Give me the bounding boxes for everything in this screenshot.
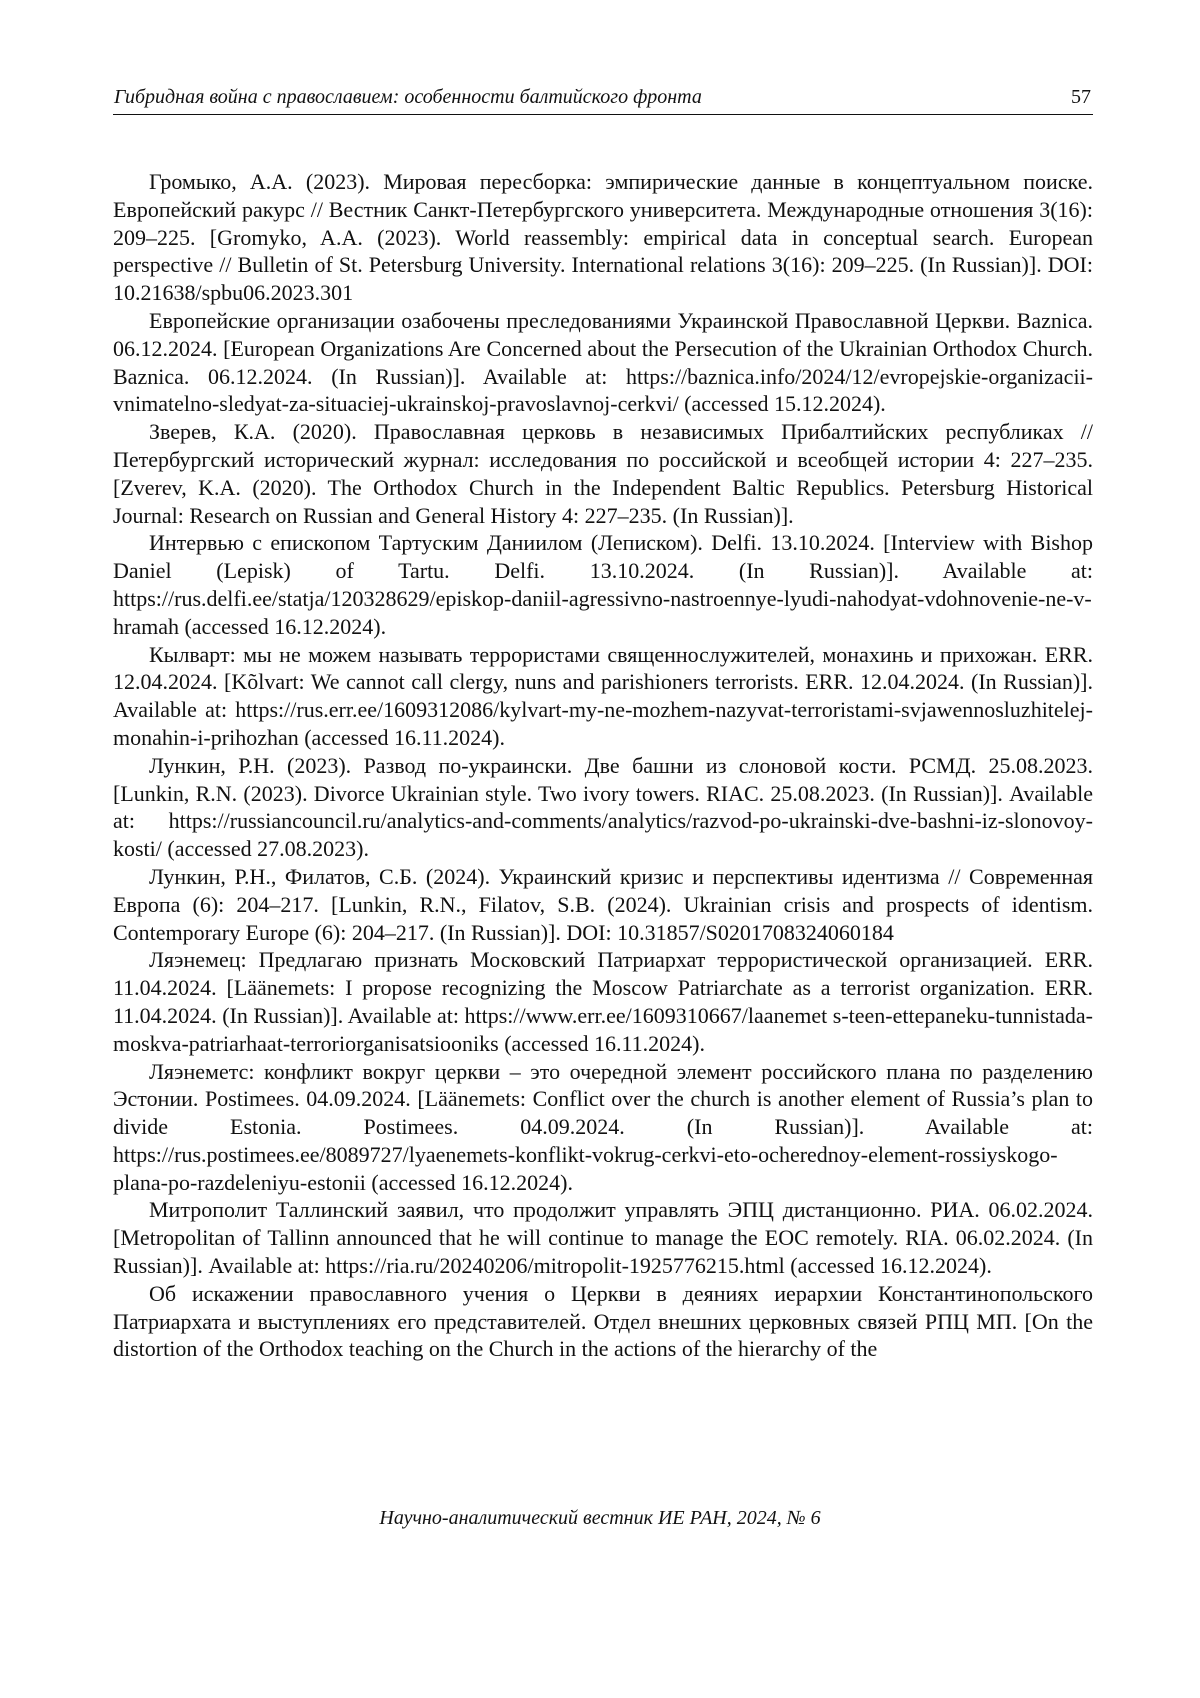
reference-baznica-2024: Европейские организации озабочены преследованиями Украинской Православной Церкви. Baznica. 06.12.2024. [European Organizations Are Concerned about the Persecution of the Ukrainian Orthodox Church. Baznica. 06.12.2024. (In Russian)]. Available at: https://baznica.info/2024/12/evropejskie-organizacii-vnimatelno-sledyat-za-situaciej-ukrainskoj-pravoslavnoj-cerkvi/ (accessed 15.12.2024). — [113, 307, 1093, 417]
reference-gromyko-2023: Громыко, А.А. (2023). Мировая пересборка: эмпирические данные в концептуальном поиске. Европейский ракурс // Вестник Санкт-Петербургского университета. Международные отношения 3(16): 209–225. [Gromyko, A.A. (2023). World reassembly: empirical data in conceptual search. European perspective // Bulletin of St. Petersburg University. International relations 3(16): 209–225. (In Russian)]. DOI: 10.21638/spbu06.2023.301 — [113, 169, 1093, 306]
reference-laanemets-postimees-2024: Ляэнеметс: конфликт вокруг церкви – это очередной элемент российского плана по разделению Эстонии. Postimees. 04.09.2024. [Läänemets: Conflict over the church is another element of Russia’s plan to divide Estonia. Postimees. 04.09.2024. (In Russian)]. Available at: https://rus.postimees.ee/8089727/lyaenemets-konflikt-vokrug-cerkvi-eto-ocherednoy-element-rossiyskogo-plana-po-razdeleniyu-estonii (accessed 16.12.2024). — [113, 1058, 1093, 1195]
running-title: Гибридная война с православием: особенности балтийского фронта — [114, 86, 702, 108]
reference-zverev-2020: Зверев, К.А. (2020). Православная церковь в независимых Прибалтийских республиках // Петербургский исторический журнал: исследования по российской и всеобщей истории 4: 227–235. [Zverev, K.A. (2020). The Orthodox Church in the Independent Baltic Republics. Petersburg Historical Journal: Research on Russian and General History 4: 227–235. (In Russian)]. — [113, 419, 1093, 528]
reference-kolvart-err-2024: Кылварт: мы не можем называть террористами священнослужителей, монахинь и прихожан. ERR. 12.04.2024. [Kõlvart: We cannot call clergy, nuns and parishioners terrorists. ERR. 12.04.2024. (In Russian)]. Available at: https://rus.err.ee/1609312086/kylvart-my-ne-mozhem-nazyvat-terroristami-svjawennosluzhitelej-monahin-i-prihozhan (accessed 16.11.2024). — [113, 641, 1093, 750]
running-footer: Научно-аналитический вестник ИЕ РАН, 2024, № 6 — [379, 1507, 821, 1529]
reference-ria-metropolitan-2024: Митрополит Таллинский заявил, что продолжит управлять ЭПЦ дистанционно. РИА. 06.02.2024. [Metropolitan of Tallinn announced that he will continue to manage the EOC remotely. RIA. 06.02.2024. (In Russian)]. Available at: https://ria.ru/20240206/mitropolit-1925776215.html (accessed 16.12.2024). — [113, 1197, 1093, 1279]
reference-lunkin-filatov-2024: Лункин, Р.Н., Филатов, С.Б. (2024). Украинский кризис и перспективы идентизма // Современная Европа (6): 204–217. [Lunkin, R.N., Filatov, S.B. (2024). Ukrainian crisis and prospects of identism. Contemporary Europe (6): 204–217. (In Russian)]. DOI: 10.31857/S0201708324060184 — [113, 863, 1093, 945]
reference-laanemets-err-2024: Ляэнемец: Предлагаю признать Московский Патриархат террористической организацией. ERR. 11.04.2024. [Läänemets: I propose recognizing the Moscow Patriarchate as a terrorist organization. ERR. 11.04.2024. (In Russian)]. Available at: https://www.err.ee/1609310667/laanemet s-teen-ettepaneku-tunnistada-moskva-patriarhaat-terroriorganisatsiooniks (accessed 16.11.2024). — [113, 947, 1093, 1056]
reference-decr-distortion: Об искажении православного учения о Церкви в деяниях иерархии Константинопольского Патриархата и выступлениях его представителей. Отдел внешних церковных связей РПЦ МП. [On the distortion of the Orthodox teaching on the Church in the actions of the hierarchy of the — [113, 1280, 1093, 1362]
running-header — [113, 84, 1093, 115]
reference-list — [113, 168, 1093, 1363]
page-number: 57 — [1071, 86, 1091, 108]
reference-lunkin-2023: Лункин, Р.Н. (2023). Развод по-украински. Две башни из слоновой кости. РСМД. 25.08.2023. [Lunkin, R.N. (2023). Divorce Ukrainian style. Two ivory towers. RIAC. 25.08.2023. (In Russian)]. Available at: https://russiancouncil.ru/analytics-and-comments/analytics/razvod-po-ukrainski-dve-bashni-iz-slonovoy-kosti/ (accessed 27.08.2023). — [113, 752, 1093, 862]
reference-delfi-interview-2024: Интервью с епископом Тартуским Даниилом (Леписком). Delfi. 13.10.2024. [Interview with Bishop Daniel (Lepisk) of Tartu. Delfi. 13.10.2024. (In Russian)]. Available at: https://rus.delfi.ee/statja/120328629/episkop-daniil-agressivno-nastroennye-lyudi-nahodyat-vdohnovenie-ne-v-hramah (accessed 16.12.2024). — [113, 530, 1093, 639]
